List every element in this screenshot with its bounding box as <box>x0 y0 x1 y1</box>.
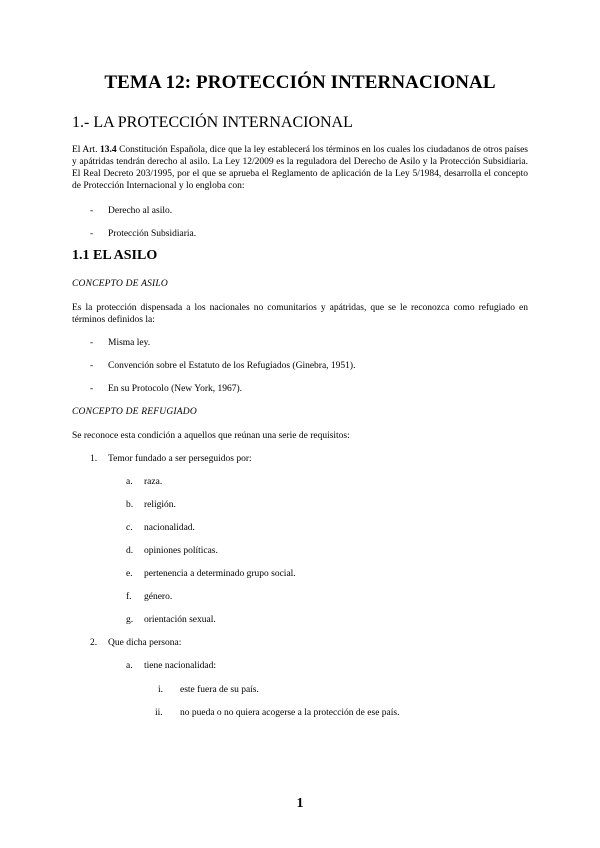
list-item-fuera-de-su-pais: este fuera de su país. <box>180 685 259 695</box>
page-number: 1 <box>296 796 304 811</box>
list-letter: a. <box>126 661 133 671</box>
list-letter: a. <box>126 477 133 487</box>
intro-paragraph <box>72 144 528 192</box>
page-title: TEMA 12: PROTECCIÓN INTERNACIONAL <box>104 72 496 93</box>
list-item-protocolo: En su Protocolo (New York, 1967). <box>108 384 243 394</box>
bullet-dash: - <box>90 206 94 216</box>
list-number: 2. <box>90 638 98 648</box>
list-item-temor-fundado: Temor fundado a ser perseguidos por: <box>108 454 252 464</box>
list-letter: g. <box>126 615 134 625</box>
list-item-nacionalidad: nacionalidad. <box>144 523 195 533</box>
bullet-dash: - <box>90 361 94 371</box>
list-item-tiene-nacionalidad: tiene nacionalidad: <box>144 661 217 671</box>
list-item-misma-ley: Misma ley. <box>108 338 151 348</box>
bullet-dash: - <box>90 384 94 394</box>
bullet-dash: - <box>90 229 94 239</box>
subheading-concepto-refugiado: CONCEPTO DE REFUGIADO <box>72 407 197 417</box>
intro-text: Constitución Española, dice que la ley establecerá los términos en los cuales los ciudadanos de otros países y apátridas tendrán derecho al asilo. La Ley 12/2009 es la reguladora del Derecho de Asilo y la Protección Subsidiaria. El Real Decreto 203/1995, por el que se aprueba el Reglamento de aplicación de la Ley 5/1984, desarrolla el concepto de Protección Internacional y lo engloba con: <box>72 145 528 191</box>
list-letter: e. <box>126 569 133 579</box>
list-item-religion: religión. <box>144 500 176 510</box>
bullet-dash: - <box>90 338 94 348</box>
list-item-no-pueda-acogerse: no pueda o no quiera acogerse a la protección de ese país. <box>180 708 400 718</box>
concepto-asilo-paragraph: Es la protección dispensada a los nacionales no comunitarios y apátridas, que se le reconozca como refugiado en términos definidos la: <box>72 303 528 325</box>
list-letter: f. <box>126 592 132 602</box>
list-item-derecho-asilo: Derecho al asilo. <box>108 206 173 216</box>
section-heading-el-asilo: 1.1 EL ASILO <box>72 248 158 263</box>
list-roman: ii. <box>155 708 163 718</box>
list-item-grupo-social: pertenencia a determinado grupo social. <box>144 569 296 579</box>
list-item-raza: raza. <box>144 477 163 487</box>
list-item-proteccion-subsidiaria: Protección Subsidiaria. <box>108 229 197 239</box>
list-letter: c. <box>126 523 133 533</box>
list-item-orientacion-sexual: orientación sexual. <box>144 615 216 625</box>
concepto-refugiado-paragraph: Se reconoce esta condición a aquellos que reúnan una serie de requisitos: <box>72 431 350 441</box>
subheading-concepto-asilo: CONCEPTO DE ASILO <box>72 279 168 289</box>
list-letter: d. <box>126 546 134 556</box>
intro-art-number: 13.4 <box>99 145 117 155</box>
list-number: 1. <box>90 454 98 464</box>
section-heading-proteccion-internacional: 1.- LA PROTECCIÓN INTERNACIONAL <box>72 114 353 131</box>
list-item-dicha-persona: Que dicha persona: <box>108 638 182 648</box>
list-letter: b. <box>126 500 134 510</box>
list-item-opiniones-politicas: opiniones políticas. <box>144 546 218 556</box>
list-roman: i. <box>158 685 164 695</box>
list-item-convencion: Convención sobre el Estatuto de los Refugiados (Ginebra, 1951). <box>108 361 356 371</box>
list-item-genero: género. <box>144 592 173 602</box>
intro-art-prefix: El Art. <box>72 145 100 155</box>
